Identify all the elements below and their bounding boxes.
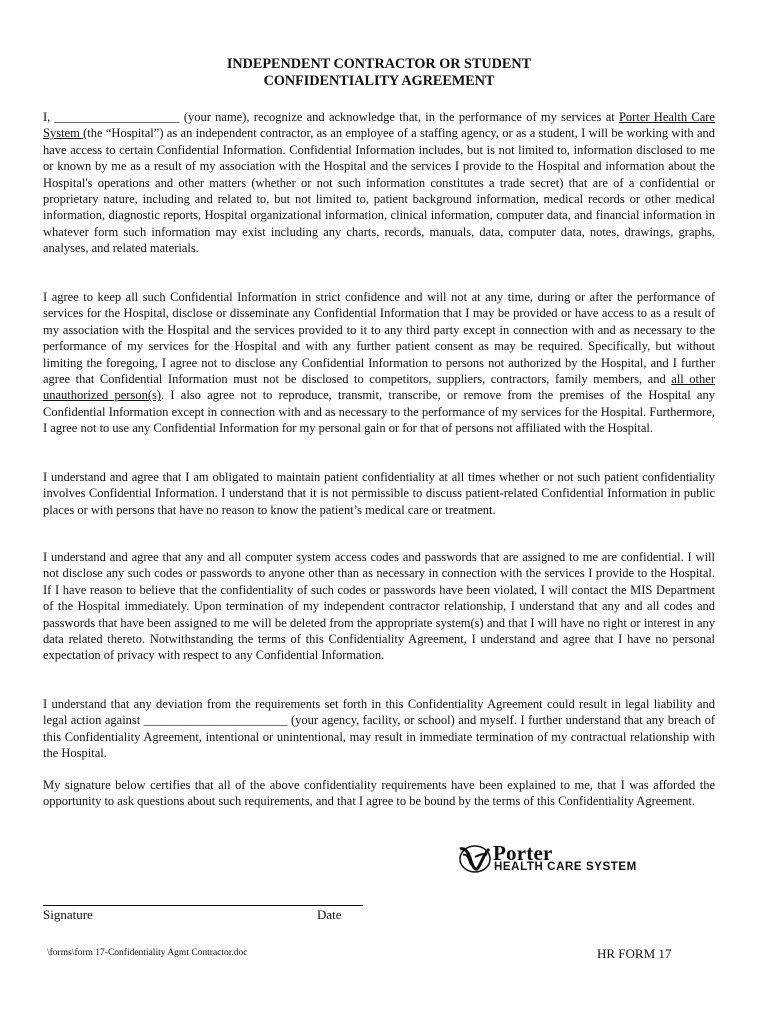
title-line-1: INDEPENDENT CONTRACTOR OR STUDENT: [226, 56, 532, 72]
p2-text-c: . I also agree not to reproduce, transmit, transcribe, or remove from the premises of the Hospital any Confidential Information except in connection with and as necessary to the performance of my services for the Hospital. Furthermore, I agree not to use any Confidential Information for my personal gain or for that of persons not affiliated with the Hospital.: [43, 388, 715, 436]
p1-text-a: I, ____________________ (your name), recognize and acknowledge that, in the performance of my services at: [43, 110, 619, 124]
date-label: Date: [317, 907, 342, 922]
document-title: [43, 56, 715, 90]
paragraph-access-codes: I understand and agree that any and all computer system access codes and passwords that are assigned to me are confidential. I will not disclose any such codes or passwords to anyone other than as necessary in connection with the services I provide to the Hospital. If I have reason to believe that the confidentiality of such codes or passwords have been violated, I will contact the MIS Department of the Hospital immediately. Upon termination of my independent contractor relationship, I understand that any and all codes and passwords that have been assigned to me will be deleted from the appropriate system(s) and that I will have no right or interest in any data related thereto. Notwithstanding the terms of this Confidentiality Agreement, I understand and agree that I have no personal expectation of privacy with respect to any Confidential Information.: [43, 550, 715, 663]
porter-logo: [457, 843, 657, 875]
paragraph-patient-confidentiality: I understand and agree that I am obligated to maintain patient confidentiality at all times whether or not such patient confidentiality involves Confidential Information. I understand that it is not permissible to discuss patient-related Confidential Information in public places or with persons that have no reason to know the patient’s medical care or treatment.: [43, 470, 715, 517]
unauthorized-persons: all other unauthorized person(s): [43, 372, 715, 403]
title-line-2: CONFIDENTIALITY AGREEMENT: [263, 73, 495, 89]
paragraph-confidence: [43, 289, 715, 437]
hospital-name: Porter Health Care System: [43, 110, 715, 141]
paragraph-certification: My signature below certifies that all of the above confidentiality requirements have been explained to me, that I was afforded the opportunity to ask questions about such requirements, and that I agree to be bound by the terms of this Confidentiality Agreement.: [43, 778, 715, 809]
porter-logo-icon: [457, 843, 493, 875]
footer-file-path: \forms\form 17-Confidentiality Agmt Contractor.doc: [47, 948, 248, 958]
p2-text-a: I agree to keep all such Confidential Information in strict confidence and will not at any time, during or after the performance of services for the Hospital, disclose or disseminate any Confidential Information that I may be provided or have access to as a result of my association with the Hospital and the services provided to it to any third party except in connection with and as necessary to the performance of my services for the Hospital and with any further patient consent as may be required. Specifically, but without limiting the foregoing, I agree not to disclose any Confidential Information to persons not authorized by the Hospital, and I further agree that Confidential Information must not be disclosed to competitors, suppliers, contractors, family members, and: [43, 290, 715, 387]
p1-text-c: (the “Hospital”) as an independent contractor, as an employee of a staffing agency, or as a student, I will be working with and have access to certain Confidential Information. Confidential Information includes, but is not limited to, information disclosed to me or known by me as a result of my association with the Hospital and the services I provide to the Hospital and information about the Hospital's operations and other matters (whether or not such information constitutes a trade secret) that are of a confidential or proprietary nature, including and related to, but not limited to, patient background information, medical records or other medical information, diagnostic reports, Hospital organizational information, clinical information, computer data, and financial information in whatever form such information may exist including any charts, records, manuals, data, computer data, notes, drawings, graphs, analyses, and related materials.: [43, 126, 715, 256]
paragraph-acknowledgement: [43, 109, 715, 257]
form-number: HR FORM 17: [597, 946, 672, 961]
signature-label: Signature: [43, 907, 93, 922]
logo-wordmark-health-care-system: HEALTH CARE SYSTEM: [494, 861, 637, 873]
paragraph-deviation: I understand that any deviation from the requirements set forth in this Confidentiality Agreement could result in legal liability and legal action against _______________________ (your agency, facility, or school) and myself. I further understand that any breach of this Confidentiality Agreement, intentional or unintentional, may result in immediate termination of my contractual relationship with the Hospital.: [43, 697, 715, 761]
signature-line: [43, 905, 363, 906]
logo-wordmark-porter: Porter: [493, 841, 553, 865]
